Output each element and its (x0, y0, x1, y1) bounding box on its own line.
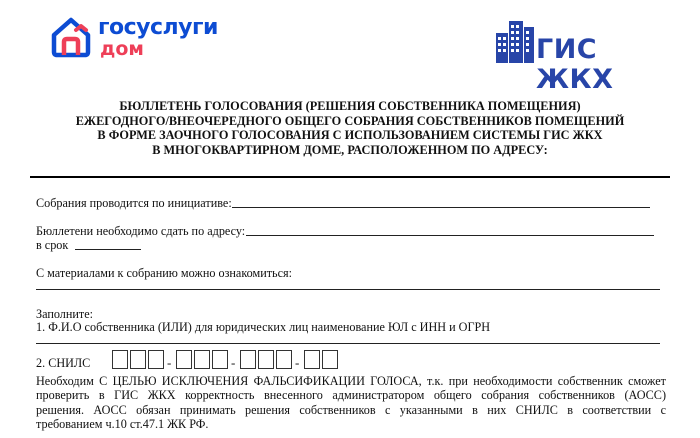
initiative-field[interactable] (232, 207, 650, 208)
snils-digit-box[interactable] (212, 350, 228, 369)
snils-separator: - (231, 355, 236, 370)
snils-digit-box[interactable] (176, 350, 192, 369)
note-line: Необходим С ЦЕЛЬЮ ИСКЛЮЧЕНИЯ ФАЛЬСИФИКАЦИИ ГОЛОСА, т.к. при необходимости собственник сможет (36, 374, 666, 388)
snils-digit-box[interactable] (322, 350, 338, 369)
ballot-title (40, 99, 660, 157)
address-field[interactable] (246, 235, 654, 236)
gis-zhkkh-logo (494, 17, 664, 95)
snils-note (36, 374, 666, 432)
title-line: ЕЖЕГОДНОГО/ВНЕОЧЕРЕДНОГО ОБЩЕГО СОБРАНИЯ СОБСТВЕННИКОВ ПОМЕЩЕНИЙ (75, 113, 625, 128)
snils-digit-box[interactable] (148, 350, 164, 369)
snils-digit-box[interactable] (130, 350, 146, 369)
note-line: решения. АОСС обязан принимать решения собственников с указанными в них СНИЛС в соответствии с (36, 402, 666, 417)
initiative-label: Собрания проводится по инициативе: (36, 196, 232, 210)
note-line: требованием ч.10 ст.47.1 ЖК РФ. (36, 417, 209, 432)
deadline-field[interactable] (75, 249, 141, 250)
title-line: В ФОРМЕ ЗАОЧНОГО ГОЛОСОВАНИЯ С ИСПОЛЬЗОВАНИЕМ СИСТЕМЫ ГИС ЖКХ (97, 128, 603, 142)
title-line: БЮЛЛЕТЕНЬ ГОЛОСОВАНИЯ (РЕШЕНИЯ СОБСТВЕННИКА ПОМЕЩЕНИЯ) (119, 99, 581, 113)
gosuslugi-logo-text: госуслуги (98, 15, 218, 40)
snils-digit-box[interactable] (194, 350, 210, 369)
house-icon (48, 14, 94, 60)
snils-digit-box[interactable] (112, 350, 128, 369)
note-line: проверить в ГИС ЖКХ корректность внесенного администратором общего собрания собственников (АОСС) (36, 388, 666, 403)
dom-logo-text: дом (100, 38, 144, 60)
gosuslugi-dom-logo (48, 14, 248, 64)
building-icon (494, 17, 542, 63)
title-line: В МНОГОКВАРТИРНОМ ДОМЕ, РАСПОЛОЖЕННОМ ПО АДРЕСУ: (152, 142, 548, 157)
snils-separator: - (295, 355, 300, 370)
deadline-label: в срок (36, 238, 69, 252)
materials-field[interactable] (36, 289, 660, 290)
owner-field[interactable] (36, 343, 660, 344)
snils-digit-box[interactable] (258, 350, 274, 369)
owner-label: 1. Ф.И.О собственника (ИЛИ) для юридических лиц наименование ЮЛ с ИНН и ОГРН (36, 320, 491, 334)
gis-logo-text: ГИС ЖКХ (536, 34, 614, 95)
title-divider (30, 176, 670, 178)
snils-separator: - (167, 355, 172, 370)
address-label: Бюллетени необходимо сдать по адресу: (36, 224, 246, 238)
snils-digit-box[interactable] (240, 350, 256, 369)
snils-digit-box[interactable] (276, 350, 292, 369)
snils-label: 2. СНИЛС (36, 356, 91, 370)
materials-label: С материалами к собранию можно ознакомиться: (36, 266, 293, 280)
fill-label: Заполните: (36, 307, 94, 321)
snils-digit-box[interactable] (304, 350, 320, 369)
